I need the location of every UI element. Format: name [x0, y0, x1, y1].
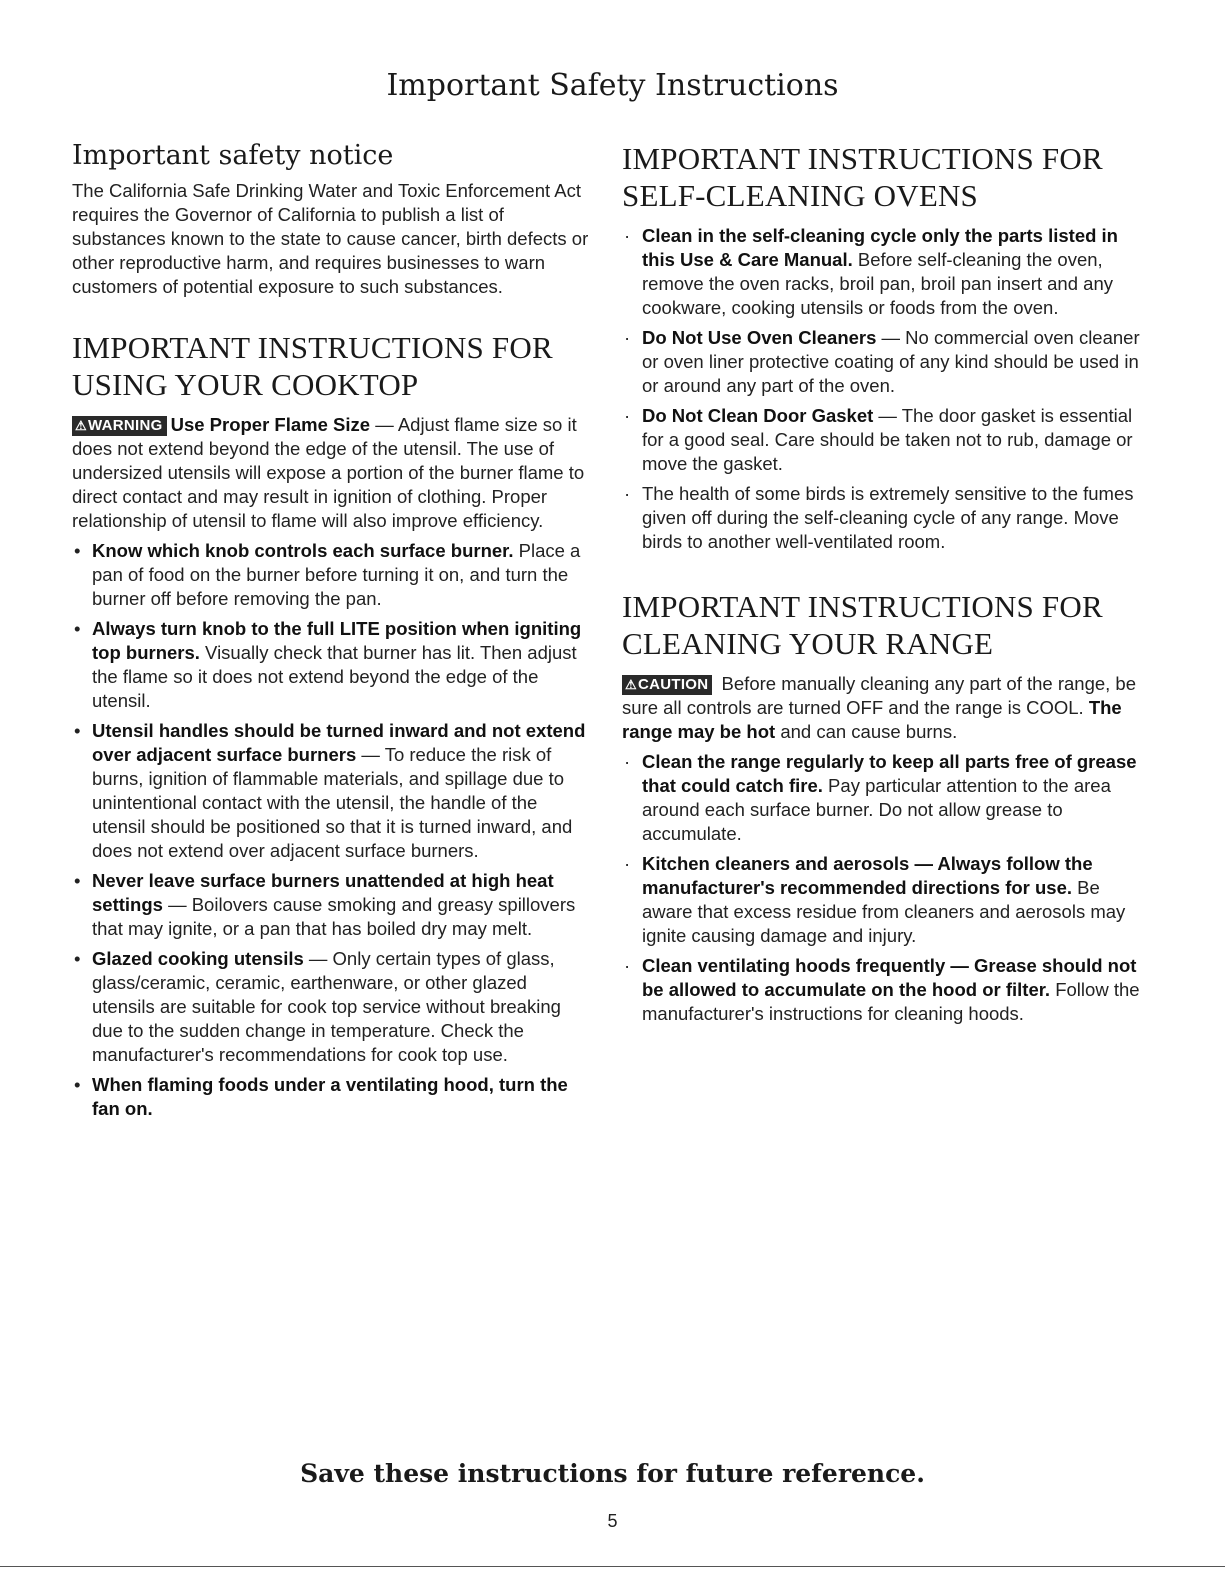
selfclean-bullet-list — [622, 224, 1147, 554]
caution-badge-label: CAUTION — [637, 676, 709, 693]
list-item — [622, 750, 1147, 846]
list-item — [72, 947, 592, 1067]
list-item — [622, 482, 1147, 554]
warning-badge-label: WARNING — [87, 417, 163, 434]
bullet-text: Before self-cleaning the oven, remove the oven racks, broil pan, broil pan insert and any cookware, cooking utensils or foods from the oven. — [642, 249, 1113, 318]
bullet-bold: Know which knob controls each surface burner. — [92, 540, 514, 561]
bullet-text: Place a pan of food on the burner before turning it on, and turn the burner off before removing the pan. — [92, 540, 581, 609]
bullet-text: — To reduce the risk of burns, ignition of flammable materials, and spillage due to unintentional contact with the utensil, the handle of the utensil should be positioned so that it is turned inward, and does not extend over adjacent surface burners. — [92, 744, 573, 861]
bullet-bold: Kitchen cleaners and aerosols — Always follow the manufacturer's recommended directions for use. — [642, 853, 1093, 898]
footer-save-note: Save these instructions for future reference. — [300, 1459, 925, 1488]
cleanrange-intro-bold: The range may be hot — [622, 697, 1122, 742]
cooktop-bullet-list — [72, 539, 592, 1121]
list-item — [622, 954, 1147, 1026]
right-column — [622, 140, 1147, 1026]
cooktop-intro — [72, 413, 592, 533]
warning-badge — [72, 416, 167, 436]
bullet-icon: · — [624, 853, 631, 874]
notice-heading: Important safety notice — [72, 140, 394, 171]
bullet-icon: • — [74, 1074, 81, 1095]
bullet-text: Visually check that burner has lit. Then adjust the flame so it does not extend beyond the edge of the utensil. — [92, 642, 577, 711]
selfclean-heading — [622, 140, 1147, 214]
cleanrange-intro — [622, 672, 1147, 744]
left-column — [72, 140, 592, 1121]
list-item — [622, 224, 1147, 320]
selfclean-heading-line2: SELF-CLEANING OVENS — [622, 178, 978, 213]
bullet-icon: · — [624, 955, 631, 976]
bullet-icon: • — [74, 870, 81, 891]
cleanrange-heading — [622, 588, 1147, 662]
list-item — [622, 326, 1147, 398]
bullet-icon: · — [624, 751, 631, 772]
bullet-bold: Utensil handles should be turned inward and not extend over adjacent surface burners — [92, 720, 586, 765]
cleanrange-intro-text2: and can cause burns. — [775, 721, 958, 742]
bullet-bold: Always turn knob to the full LITE position when igniting top burners. — [92, 618, 582, 663]
bullet-text: Follow the manufacturer's instructions for cleaning hoods. — [642, 979, 1140, 1024]
cleanrange-intro-text1: Before manually cleaning any part of the range, be sure all controls are turned OFF and the range is COOL. — [622, 673, 1137, 718]
bullet-icon: · — [624, 225, 631, 246]
bullet-icon: • — [74, 948, 81, 969]
list-item — [622, 404, 1147, 476]
cleanrange-heading-line2: CLEANING YOUR RANGE — [622, 626, 994, 661]
cooktop-heading — [72, 329, 592, 403]
page-title: Important Safety Instructions — [386, 68, 839, 103]
cooktop-intro-bold: Use Proper Flame Size — [170, 414, 371, 435]
selfclean-heading-line1: IMPORTANT INSTRUCTIONS FOR — [622, 141, 1103, 176]
bottom-divider — [0, 1566, 1225, 1567]
warning-triangle-icon: ⚠ — [75, 418, 87, 433]
list-item — [72, 719, 592, 863]
bullet-bold: Clean ventilating hoods frequently — Grease should not be allowed to accumulate on the hood or filter. — [642, 955, 1137, 1000]
bullet-bold: Clean the range regularly to keep all parts free of grease that could catch fire. — [642, 751, 1137, 796]
bullet-icon: • — [74, 540, 81, 561]
bullet-icon: · — [624, 405, 631, 426]
bullet-text: The health of some birds is extremely sensitive to the fumes given off during the self-cleaning cycle of any range. Move birds to another well-ventilated room. — [642, 483, 1134, 552]
cleanrange-bullet-list — [622, 750, 1147, 1026]
cooktop-heading-line1: IMPORTANT INSTRUCTIONS FOR — [72, 330, 553, 365]
cooktop-heading-line2: USING YOUR COOKTOP — [72, 367, 419, 402]
bullet-icon: · — [624, 327, 631, 348]
cleanrange-heading-line1: IMPORTANT INSTRUCTIONS FOR — [622, 589, 1103, 624]
list-item — [72, 539, 592, 611]
bullet-text: — Only certain types of glass, glass/ceramic, ceramic, earthenware, or other glazed utensils are suitable for cook top service without breaking due to the sudden change in temperature. Check the manufacturer's recommendations for cook top use. — [92, 948, 561, 1065]
bullet-text: — The door gasket is essential for a good seal. Care should be taken not to rub, damage or move the gasket. — [642, 405, 1133, 474]
bullet-bold: Do Not Clean Door Gasket — [642, 405, 874, 426]
bullet-text: — No commercial oven cleaner or oven liner protective coating of any kind should be used in or around any part of the oven. — [642, 327, 1140, 396]
bullet-bold: Never leave surface burners unattended at high heat settings — [92, 870, 554, 915]
list-item — [72, 869, 592, 941]
list-item — [622, 852, 1147, 948]
bullet-icon: • — [74, 618, 81, 639]
bullet-bold: Do Not Use Oven Cleaners — [642, 327, 877, 348]
bullet-icon: · — [624, 483, 631, 504]
bullet-bold: Glazed cooking utensils — [92, 948, 304, 969]
page-number: 5 — [607, 1511, 618, 1531]
list-item — [72, 617, 592, 713]
notice-text: The California Safe Drinking Water and Toxic Enforcement Act requires the Governor of California to publish a list of substances known to the state to cause cancer, birth defects or other reproductive harm, and requires businesses to warn customers of potential exposure to such substances. — [72, 180, 589, 297]
warning-triangle-icon: ⚠ — [625, 677, 637, 692]
caution-badge — [622, 675, 712, 695]
bullet-text: Pay particular attention to the area around each surface burner. Do not allow grease to accumulate. — [642, 775, 1111, 844]
bullet-text: — Boilovers cause smoking and greasy spillovers that may ignite, or a pan that has boiled dry may melt. — [92, 894, 576, 939]
bullet-bold: Clean in the self-cleaning cycle only the parts listed in this Use & Care Manual. — [642, 225, 1118, 270]
list-item — [72, 1073, 592, 1121]
bullet-bold: When flaming foods under a ventilating hood, turn the fan on. — [92, 1074, 568, 1119]
bullet-text: Be aware that excess residue from cleaners and aerosols may ignite causing damage and injury. — [642, 877, 1126, 946]
cooktop-intro-text: — Adjust flame size so it does not extend beyond the edge of the utensil. The use of undersized utensils will expose a portion of the burner flame to direct contact and may result in ignition of clothing. Proper relationship of utensil to flame will also improve efficiency. — [72, 414, 585, 531]
bullet-icon: • — [74, 720, 81, 741]
